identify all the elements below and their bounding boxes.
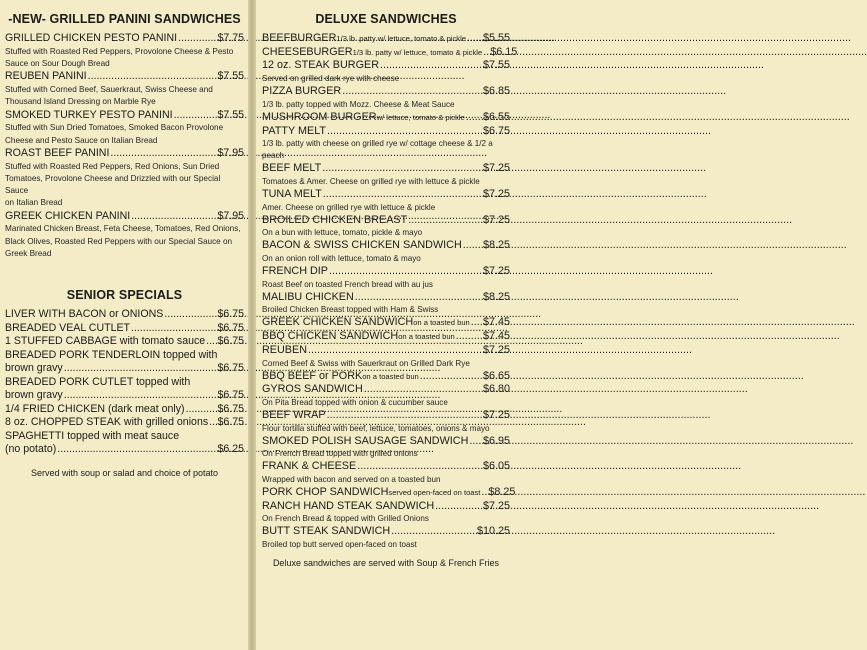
menu-item-row xyxy=(262,162,510,176)
senior-heading: SENIOR SPECIALS xyxy=(66,288,183,303)
item-name: GREEK CHICKEN PANINI xyxy=(5,209,131,222)
item-name: 1/4 FRIED CHICKEN (dark meat only) xyxy=(5,402,185,415)
item-name: PATTY MELT xyxy=(262,124,326,137)
menu-item-row xyxy=(262,45,518,60)
menu-item-row xyxy=(5,147,244,161)
item-description: Roast Beef on toasted French bread with au jus xyxy=(262,279,433,289)
item-price: $6.75 xyxy=(217,389,244,402)
menu-item-row xyxy=(5,443,244,457)
dot-leader xyxy=(380,59,482,73)
item-name: PIZZA BURGER xyxy=(262,85,342,98)
item-description: Black Olives, Roasted Red Peppers with our Special Sauce on xyxy=(5,236,233,246)
menu-item-row xyxy=(262,239,510,253)
item-price: $6.05 xyxy=(482,460,510,473)
dot-leader xyxy=(342,85,482,99)
menu-item-row xyxy=(262,291,510,305)
item-name: RANCH HAND STEAK SANDWICH xyxy=(262,499,435,512)
menu-item-row xyxy=(262,460,510,474)
menu-item-row xyxy=(5,32,244,46)
item-description: on Italian Bread xyxy=(5,198,63,208)
right-column xyxy=(256,0,518,650)
dot-leader xyxy=(357,460,482,474)
item-price: $6.75 xyxy=(217,416,244,429)
item-name: SMOKED TURKEY PESTO PANINI xyxy=(5,108,173,121)
item-name: 12 oz. STEAK BURGER xyxy=(262,59,380,72)
dot-leader xyxy=(483,46,489,60)
dot-leader xyxy=(408,214,482,228)
item-description: 1/3 lb. patty with cheese on grilled rye w/ cottage cheese & 1/2 a peach xyxy=(262,139,493,161)
item-description: Broiled top butt served open-faced on toast xyxy=(262,540,417,550)
item-description: Cheese and Pesto Sauce on Italian Bread xyxy=(5,135,158,145)
item-price: $6.75 xyxy=(217,362,244,375)
item-description: 1/3 lb. patty topped with Mozz. Cheese & Meat Sauce xyxy=(262,99,455,109)
item-description: On an onion roll with lettuce, tomato & mayo xyxy=(262,254,421,264)
item-description: Stuffed with Roasted Red Peppers, Red Onions, Sun Dried xyxy=(5,161,220,171)
dot-leader xyxy=(327,125,482,139)
item-name: ROAST BEEF PANINI xyxy=(5,146,110,159)
item-description: On Pita Bread topped with onion & cucumber sauce xyxy=(262,397,448,407)
item-name: BEEFBURGER xyxy=(262,32,337,44)
menu-item-row xyxy=(5,308,244,322)
menu-item-row xyxy=(262,370,510,384)
item-price: $7.75 xyxy=(217,32,244,44)
dot-leader xyxy=(435,500,482,514)
item-price: $7.45 xyxy=(482,316,510,329)
dot-leader xyxy=(131,322,216,336)
menu-item-row xyxy=(5,70,244,84)
item-name: FRANK & CHEESE xyxy=(262,460,357,473)
dot-leader xyxy=(186,403,217,417)
dot-leader xyxy=(308,344,482,358)
item-note: served open-faced on toast xyxy=(388,488,481,498)
item-price: $7.25 xyxy=(482,408,510,421)
item-description: On French Bread & topped with Grilled Onions xyxy=(262,514,429,524)
dot-leader xyxy=(174,109,217,123)
menu-item-row xyxy=(5,335,244,349)
menu-item-row xyxy=(262,316,510,330)
menu-item-row xyxy=(262,409,510,423)
dot-leader xyxy=(471,316,482,330)
dot-leader xyxy=(206,335,216,349)
item-name: 1 STUFFED CABBAGE with tomato sauce xyxy=(5,335,206,348)
item-description: Amer. Cheese on grilled rye with lettuce & pickle xyxy=(262,202,436,212)
dot-leader xyxy=(327,409,482,423)
left-column xyxy=(0,0,248,650)
item-price: $6.75 xyxy=(217,321,244,334)
item-description: Stuffed with Corned Beef, Sauerkraut, Swiss Cheese and xyxy=(5,85,213,94)
item-name: brown gravy xyxy=(5,362,63,375)
dot-leader xyxy=(110,147,216,161)
menu-item-row xyxy=(5,362,244,376)
senior-note: Served with soup or salad and choice of potato xyxy=(30,467,219,478)
item-price: $7.55 xyxy=(217,108,244,121)
dot-leader xyxy=(64,362,217,376)
item-price: $6.55 xyxy=(482,110,510,123)
item-name: TUNA MELT xyxy=(262,187,322,200)
item-price: $7.25 xyxy=(482,187,510,200)
item-name: BREADED VEAL CUTLET xyxy=(5,321,130,334)
dot-leader xyxy=(456,330,482,344)
menu-item-row xyxy=(262,265,510,279)
dot-leader xyxy=(391,525,476,539)
menu-item-row xyxy=(5,322,244,336)
item-description: On a bun with lettuce, tomato, pickle & mayo xyxy=(262,228,423,238)
item-description: Served on grilled dark rye with cheese xyxy=(262,74,400,84)
item-name: BACON & SWISS CHICKEN SANDWICH xyxy=(262,239,462,252)
item-note: 1/3 lb. patty w/ lettuce, tomato & pickle xyxy=(352,47,483,57)
item-price: $7.45 xyxy=(482,330,510,343)
dot-leader xyxy=(469,435,482,449)
item-description: Tomatoes & Amer. Cheese on grilled rye with lettuce & pickle xyxy=(262,176,480,186)
item-price: $6.75 xyxy=(482,124,510,137)
item-price: $6.25 xyxy=(217,443,244,456)
dot-leader xyxy=(164,308,216,322)
item-description: Broiled Chicken Breast topped with Ham & Swiss xyxy=(262,305,439,315)
item-name: BEEF MELT xyxy=(262,162,322,175)
item-note: on a toasted bun xyxy=(362,371,419,381)
item-description: On French Bread topped with grilled onions xyxy=(262,449,418,459)
item-price: $6.65 xyxy=(482,369,510,382)
dot-leader xyxy=(355,291,482,305)
menu-item-row xyxy=(262,188,510,202)
item-name: brown gravy xyxy=(5,389,63,402)
item-price: $5.55 xyxy=(482,32,510,44)
dot-leader xyxy=(466,111,482,125)
deluxe-heading: DELUXE SANDWICHES xyxy=(315,12,457,26)
item-description: Sauce on Sour Dough Bread xyxy=(5,59,110,68)
item-name: REUBEN xyxy=(262,343,307,356)
dot-leader xyxy=(209,416,216,430)
item-description: Corned Beef & Swiss with Sauerkraut on Grilled Dark Rye xyxy=(262,358,470,368)
senior-list xyxy=(5,308,244,457)
item-price: $7.25 xyxy=(482,162,510,175)
item-description: Marinated Chicken Breast, Feta Cheese, Tomatoes, Red Onions, xyxy=(5,224,241,234)
menu-item-row xyxy=(262,111,510,125)
item-price: $7.95 xyxy=(217,146,244,159)
item-name: BEEF WRAP xyxy=(262,408,326,421)
menu-item-row xyxy=(5,389,244,403)
item-description: Thousand Island Dressing on Marble Rye xyxy=(5,97,156,107)
item-note: w/ lettuce, tomato & pickle xyxy=(376,112,465,122)
item-name: CHEESEBURGER xyxy=(262,45,353,58)
deluxe-list xyxy=(262,32,518,551)
panini-heading: -NEW- GRILLED PANINI SANDWICHES xyxy=(8,12,241,26)
item-name: SMOKED POLISH SAUSAGE SANDWICH xyxy=(262,434,469,447)
menu-item-row xyxy=(262,85,510,99)
deluxe-note: Deluxe sandwiches are served with Soup & French Fries xyxy=(272,558,500,569)
item-price: $6.75 xyxy=(217,308,244,321)
item-price: $6.75 xyxy=(217,335,244,348)
dot-leader xyxy=(323,188,482,202)
item-description: Flour tortilla stuffed with beef, lettuce, tomatoes, onions & mayo xyxy=(262,423,490,433)
item-price: $6.95 xyxy=(482,434,510,447)
menu-fold xyxy=(248,0,256,650)
menu-item-row xyxy=(262,435,510,449)
item-description: Stuffed with Sun Dried Tomatoes, Smoked Bacon Provolone xyxy=(5,123,224,133)
item-name: BREADED PORK TENDERLOIN topped with xyxy=(5,348,218,361)
menu-item-row xyxy=(262,32,510,46)
dot-leader xyxy=(57,443,216,457)
item-price: $7.25 xyxy=(482,213,510,226)
item-name: LIVER WITH BACON or ONIONS xyxy=(5,308,164,321)
dot-leader xyxy=(88,70,217,84)
item-price: $7.95 xyxy=(217,209,244,222)
menu-item-row xyxy=(262,500,510,514)
item-name: GRILLED CHICKEN PESTO PANINI xyxy=(5,32,178,44)
item-name: MUSHROOM BURGER xyxy=(262,110,377,123)
item-name: BROILED CHICKEN BREAST xyxy=(262,213,408,226)
item-name: BBQ BEEF or PORK xyxy=(262,369,363,382)
item-price: $7.55 xyxy=(482,59,510,72)
item-note: on a toasted bun xyxy=(398,332,455,342)
menu-item-row xyxy=(5,349,244,363)
item-description: Stuffed with Roasted Red Peppers, Provolone Cheese & Pesto xyxy=(5,46,234,56)
item-price: $8.25 xyxy=(482,239,510,252)
item-price: $6.75 xyxy=(217,402,244,415)
item-name: SPAGHETTI topped with meat sauce xyxy=(5,429,180,442)
item-name: GREEK CHICKEN SANDWICH xyxy=(262,316,414,329)
item-price: $7.25 xyxy=(482,343,510,356)
item-name: BBQ CHICKEN SANDWICH xyxy=(262,330,399,343)
menu-item-row xyxy=(262,330,510,344)
item-name: BUTT STEAK SANDWICH xyxy=(262,525,391,538)
panini-list xyxy=(5,32,244,260)
menu-item-row xyxy=(5,376,244,390)
item-name: MALIBU CHICKEN xyxy=(262,290,354,303)
menu-item-row xyxy=(5,109,244,123)
menu-item-row xyxy=(262,59,510,73)
item-note: 1/3 lb. patty w/ lettuce, tomato & pickle xyxy=(336,34,466,43)
menu-item-row xyxy=(5,210,244,224)
menu-item-row xyxy=(262,525,510,539)
item-name: GYROS SANDWICH xyxy=(262,383,363,396)
item-name: 8 oz. CHOPPED STEAK with grilled onions xyxy=(5,416,209,429)
item-name: PORK CHOP SANDWICH xyxy=(262,486,389,499)
item-name: REUBEN PANINI xyxy=(5,70,87,83)
dot-leader xyxy=(329,265,482,279)
dot-leader xyxy=(364,383,482,397)
dot-leader xyxy=(463,239,482,253)
menu-item-row xyxy=(262,214,510,228)
menu-item-row xyxy=(5,430,244,444)
menu-item-row xyxy=(262,383,510,397)
dot-leader xyxy=(481,486,487,500)
item-name: FRENCH DIP xyxy=(262,265,328,278)
menu-item-row xyxy=(262,486,516,500)
dot-leader xyxy=(64,389,217,403)
item-description: Tomatoes, Provolone Cheese and Drizzled with our Special Sauce xyxy=(5,173,221,196)
item-price: $8.25 xyxy=(488,486,516,499)
item-description: Wrapped with bacon and served on a toasted bun xyxy=(262,475,441,485)
menu-item-row xyxy=(5,416,244,430)
dot-leader xyxy=(467,32,482,46)
menu-item-row xyxy=(5,403,244,417)
menu-item-row xyxy=(262,125,510,139)
item-price: $10.25 xyxy=(476,525,510,538)
item-price: $8.25 xyxy=(482,290,510,303)
dot-leader xyxy=(178,32,216,46)
item-price: $7.25 xyxy=(482,265,510,278)
item-name: BREADED PORK CUTLET topped with xyxy=(5,375,191,388)
item-price: $7.25 xyxy=(482,499,510,512)
menu-item-row xyxy=(262,344,510,358)
dot-leader xyxy=(131,210,216,224)
item-price: $6.15 xyxy=(490,45,518,58)
item-price: $6.85 xyxy=(482,85,510,98)
item-price: $7.55 xyxy=(217,70,244,83)
dot-leader xyxy=(420,370,482,384)
item-description: Greek Bread xyxy=(5,249,52,259)
dot-leader xyxy=(322,162,482,176)
item-note: on a toasted bun xyxy=(413,318,470,328)
item-price: $6.80 xyxy=(482,383,510,396)
item-name: (no potato) xyxy=(5,443,57,456)
